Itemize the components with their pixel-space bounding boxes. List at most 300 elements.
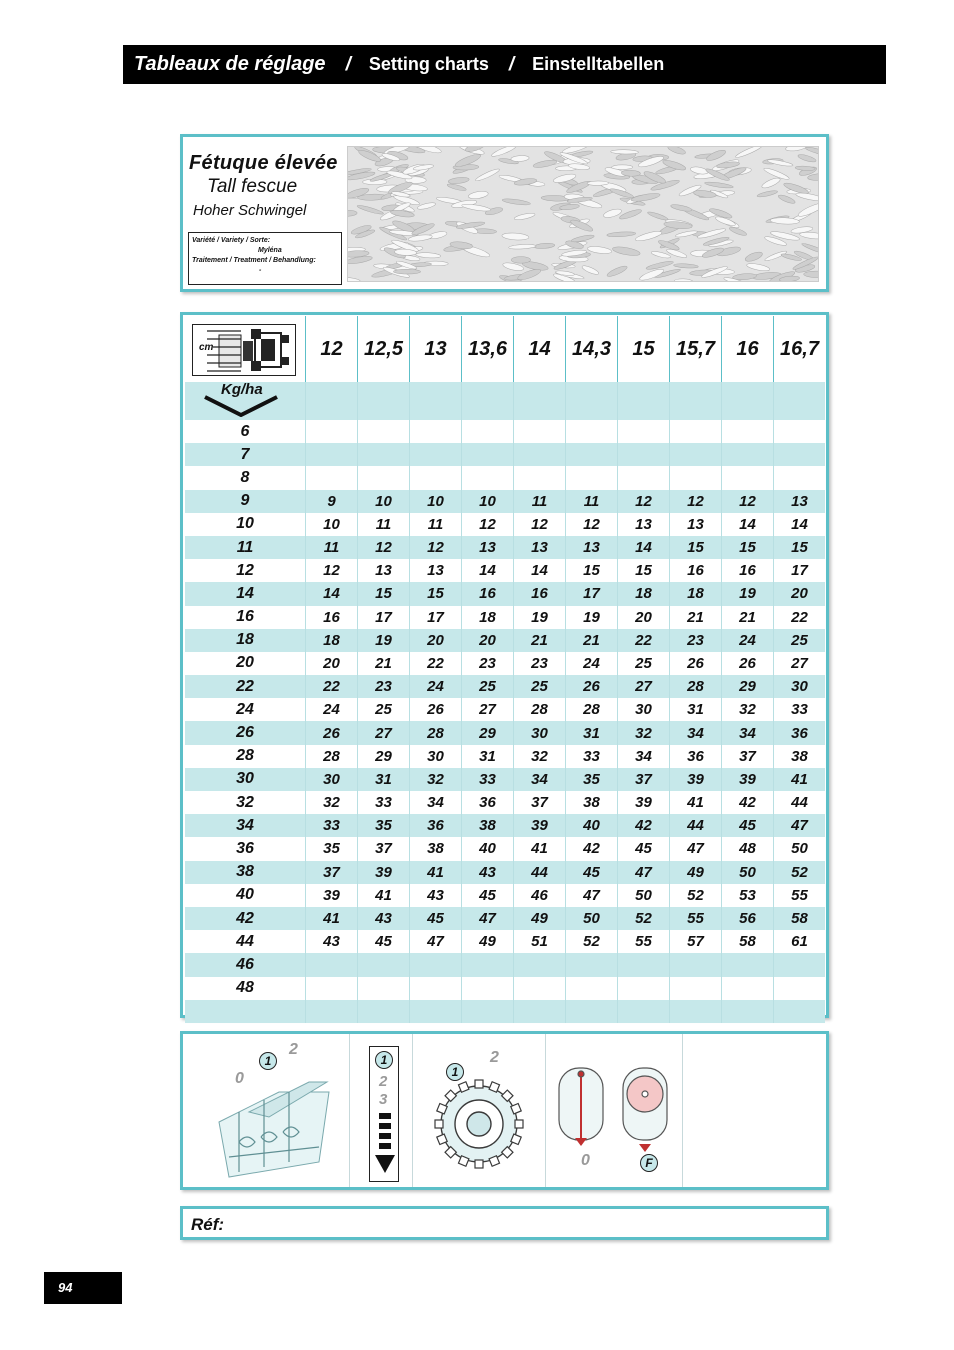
setting-value: 58 [773, 907, 825, 930]
setting-value: 19 [721, 582, 773, 605]
setting-value: 20 [305, 652, 357, 675]
setting-value: 27 [773, 652, 825, 675]
kgha-value: 32 [185, 791, 305, 814]
setting-value: 52 [565, 930, 617, 953]
setting-value: 27 [461, 698, 513, 721]
setting-value [357, 953, 409, 976]
setting-value: 48 [721, 837, 773, 860]
title-de: Einstelltabellen [532, 54, 665, 74]
setting-value: 32 [409, 768, 461, 791]
setting-value [357, 420, 409, 443]
setting-chart-grid [185, 316, 825, 1023]
setting-value: 34 [721, 721, 773, 744]
down-arrow-icon [373, 1113, 397, 1179]
setting-value: 36 [409, 814, 461, 837]
kgha-value: 6 [185, 420, 305, 443]
setting-value: 26 [305, 721, 357, 744]
setting-value: 38 [565, 791, 617, 814]
setting-value: 47 [409, 930, 461, 953]
setting-value: 37 [721, 745, 773, 768]
label-row-cell [409, 382, 461, 420]
shutter-label-f: F [640, 1154, 658, 1172]
setting-value: 35 [565, 768, 617, 791]
setting-value: 53 [721, 884, 773, 907]
setting-value: 23 [357, 675, 409, 698]
gear-label-2: 2 [490, 1049, 499, 1066]
setting-value: 22 [617, 629, 669, 652]
setting-value: 31 [357, 768, 409, 791]
divider [412, 1034, 413, 1187]
setting-value: 17 [357, 606, 409, 629]
setting-value: 40 [461, 837, 513, 860]
setting-value: 20 [409, 629, 461, 652]
setting-value: 41 [305, 907, 357, 930]
setting-value: 10 [461, 490, 513, 513]
column-header: 16,7 [773, 316, 825, 382]
setting-value: 38 [461, 814, 513, 837]
column-header: 15 [617, 316, 669, 382]
setting-value: 16 [721, 559, 773, 582]
setting-value: 23 [513, 652, 565, 675]
treatment-value: - [259, 267, 262, 274]
setting-value [461, 953, 513, 976]
setting-value: 24 [721, 629, 773, 652]
setting-value [461, 977, 513, 1000]
label-row-cell [357, 382, 409, 420]
setting-value: 37 [305, 861, 357, 884]
setting-value: 45 [565, 861, 617, 884]
setting-value [773, 1000, 825, 1023]
metering-flap-illustration [209, 1052, 339, 1184]
title-separator: / [508, 53, 515, 75]
setting-value: 12 [565, 513, 617, 536]
setting-value [357, 443, 409, 466]
setting-value [565, 977, 617, 1000]
kgha-value: 44 [185, 930, 305, 953]
setting-value: 45 [461, 884, 513, 907]
setting-value: 12 [669, 490, 721, 513]
setting-value: 15 [721, 536, 773, 559]
column-header: 12 [305, 316, 357, 382]
setting-value: 32 [721, 698, 773, 721]
setting-value [513, 443, 565, 466]
setting-value: 43 [305, 930, 357, 953]
variety-box [188, 232, 342, 285]
setting-value: 44 [773, 791, 825, 814]
label-row-cell [461, 382, 513, 420]
setting-value: 23 [461, 652, 513, 675]
setting-value [773, 443, 825, 466]
column-header: 15,7 [669, 316, 721, 382]
seed-panel [180, 134, 829, 292]
setting-value: 18 [461, 606, 513, 629]
setting-value: 22 [773, 606, 825, 629]
setting-value: 44 [513, 861, 565, 884]
setting-value: 30 [773, 675, 825, 698]
setting-value: 45 [721, 814, 773, 837]
setting-value: 26 [669, 652, 721, 675]
setting-value: 38 [409, 837, 461, 860]
setting-value: 49 [513, 907, 565, 930]
setting-value: 14 [773, 513, 825, 536]
setting-value: 13 [617, 513, 669, 536]
setting-value: 21 [357, 652, 409, 675]
setting-value [617, 953, 669, 976]
setting-value: 32 [513, 745, 565, 768]
setting-value: 36 [461, 791, 513, 814]
setting-value: 30 [409, 745, 461, 768]
setting-value: 11 [357, 513, 409, 536]
setting-value: 33 [773, 698, 825, 721]
setting-value: 11 [409, 513, 461, 536]
setting-value: 13 [513, 536, 565, 559]
setting-value: 18 [305, 629, 357, 652]
setting-value: 12 [461, 513, 513, 536]
setting-value [461, 466, 513, 489]
kgha-value: 10 [185, 513, 305, 536]
setting-value: 29 [721, 675, 773, 698]
kgha-value: 36 [185, 837, 305, 860]
setting-value: 23 [669, 629, 721, 652]
kgha-value: 24 [185, 698, 305, 721]
setting-value: 33 [565, 745, 617, 768]
setting-value: 52 [773, 861, 825, 884]
position-step-indicator [369, 1046, 399, 1182]
setting-value: 34 [513, 768, 565, 791]
setting-value: 27 [617, 675, 669, 698]
setting-value: 21 [669, 606, 721, 629]
setting-value: 16 [305, 606, 357, 629]
setting-value: 19 [357, 629, 409, 652]
seed-name-de: Hoher Schwingel [193, 202, 307, 219]
setting-value: 13 [565, 536, 617, 559]
setting-value [513, 420, 565, 443]
setting-value: 16 [669, 559, 721, 582]
variety-label: Variété / Variety / Sorte: [192, 237, 271, 244]
kgha-value: 7 [185, 443, 305, 466]
setting-value: 24 [409, 675, 461, 698]
treatment-label: Traitement / Treatment / Behandlung: [192, 257, 316, 264]
setting-value [513, 953, 565, 976]
setting-value [721, 953, 773, 976]
divider [682, 1034, 683, 1187]
kgha-value: 34 [185, 814, 305, 837]
seed-name-fr: Fétuque élevée [189, 152, 338, 174]
setting-value [513, 1000, 565, 1023]
setting-value [565, 466, 617, 489]
step-label-3: 3 [379, 1091, 388, 1108]
setting-value: 22 [305, 675, 357, 698]
column-header: 13,6 [461, 316, 513, 382]
setting-value [617, 466, 669, 489]
flap-label-0: 0 [235, 1070, 244, 1087]
flap-label-1: 1 [259, 1052, 277, 1070]
setting-value [721, 1000, 773, 1023]
setting-value: 17 [773, 559, 825, 582]
kgha-value: 46 [185, 953, 305, 976]
setting-chart-panel [180, 312, 829, 1018]
setting-value: 41 [669, 791, 721, 814]
setting-value: 39 [721, 768, 773, 791]
kgha-value: 22 [185, 675, 305, 698]
setting-value [669, 1000, 721, 1023]
setting-value: 29 [461, 721, 513, 744]
setting-value: 50 [773, 837, 825, 860]
setting-value: 21 [513, 629, 565, 652]
setting-value: 15 [773, 536, 825, 559]
setting-value: 43 [461, 861, 513, 884]
setting-value: 14 [461, 559, 513, 582]
setting-value [305, 420, 357, 443]
setting-value: 28 [513, 698, 565, 721]
setting-value: 36 [669, 745, 721, 768]
setting-value: 25 [513, 675, 565, 698]
setting-value [721, 420, 773, 443]
column-header: 14 [513, 316, 565, 382]
setting-value [669, 420, 721, 443]
setting-value: 20 [461, 629, 513, 652]
setting-value [773, 420, 825, 443]
kgha-label: Kg/ha [221, 381, 263, 398]
shutter-label-0: 0 [581, 1152, 590, 1169]
setting-value: 39 [669, 768, 721, 791]
shutter-illustration [553, 1058, 673, 1158]
label-row-cell [617, 382, 669, 420]
setting-value: 52 [617, 907, 669, 930]
setting-value [357, 1000, 409, 1023]
setting-value: 50 [565, 907, 617, 930]
reference-label: Réf: [191, 1215, 225, 1234]
column-header: 14,3 [565, 316, 617, 382]
setting-value: 37 [357, 837, 409, 860]
setting-value [305, 443, 357, 466]
setting-value: 30 [513, 721, 565, 744]
setting-value: 11 [305, 536, 357, 559]
setting-value [617, 977, 669, 1000]
setting-value [669, 977, 721, 1000]
setting-value [357, 466, 409, 489]
setting-value [461, 420, 513, 443]
setting-value [721, 977, 773, 1000]
kgha-value: 9 [185, 490, 305, 513]
setting-value [669, 466, 721, 489]
kgha-arrow-icon [203, 395, 279, 417]
reference-field[interactable] [180, 1206, 829, 1240]
setting-value [565, 443, 617, 466]
setting-value: 34 [669, 721, 721, 744]
label-row-cell [669, 382, 721, 420]
setting-value: 24 [565, 652, 617, 675]
seed-names [189, 151, 339, 223]
setting-value: 15 [357, 582, 409, 605]
setting-value: 22 [409, 652, 461, 675]
setting-value: 15 [409, 582, 461, 605]
kgha-value: 20 [185, 652, 305, 675]
setting-value [305, 1000, 357, 1023]
setting-value: 18 [617, 582, 669, 605]
title-en: Setting charts [368, 54, 489, 74]
setting-value: 17 [565, 582, 617, 605]
setting-value [669, 443, 721, 466]
setting-value [409, 977, 461, 1000]
settings-panel [180, 1031, 829, 1190]
setting-value: 47 [617, 861, 669, 884]
label-row-cell [721, 382, 773, 420]
setting-value: 15 [669, 536, 721, 559]
setting-value: 25 [617, 652, 669, 675]
divider [349, 1034, 350, 1187]
setting-value: 20 [773, 582, 825, 605]
setting-value [565, 420, 617, 443]
setting-value: 40 [565, 814, 617, 837]
setting-value [721, 466, 773, 489]
column-header: 16 [721, 316, 773, 382]
setting-value: 13 [669, 513, 721, 536]
setting-value: 13 [409, 559, 461, 582]
setting-value: 49 [461, 930, 513, 953]
kgha-value: 42 [185, 907, 305, 930]
setting-value: 45 [617, 837, 669, 860]
setting-value: 16 [461, 582, 513, 605]
setting-value: 12 [305, 559, 357, 582]
setting-value: 36 [773, 721, 825, 744]
setting-value: 19 [565, 606, 617, 629]
setting-value: 33 [461, 768, 513, 791]
setting-value: 39 [617, 791, 669, 814]
setting-value [357, 977, 409, 1000]
setting-value: 10 [409, 490, 461, 513]
setting-value: 25 [357, 698, 409, 721]
setting-value: 12 [409, 536, 461, 559]
setting-value: 37 [513, 791, 565, 814]
setting-value: 55 [669, 907, 721, 930]
setting-value: 57 [669, 930, 721, 953]
setting-value [305, 466, 357, 489]
seed-texture-image [348, 147, 819, 282]
column-header: 13 [409, 316, 461, 382]
setting-value [565, 953, 617, 976]
setting-value: 41 [773, 768, 825, 791]
kgha-value [185, 1000, 305, 1023]
setting-value: 50 [617, 884, 669, 907]
setting-value: 47 [565, 884, 617, 907]
seed-photo [347, 146, 819, 282]
setting-value [409, 443, 461, 466]
setting-value: 37 [617, 768, 669, 791]
setting-value [773, 466, 825, 489]
setting-value: 28 [669, 675, 721, 698]
kgha-value: 16 [185, 606, 305, 629]
setting-value: 9 [305, 490, 357, 513]
setting-value: 14 [721, 513, 773, 536]
setting-value: 50 [721, 861, 773, 884]
setting-value: 13 [773, 490, 825, 513]
setting-value: 12 [513, 513, 565, 536]
setting-value: 28 [305, 745, 357, 768]
flap-label-2: 2 [289, 1041, 298, 1058]
title-fr: Tableaux de réglage [134, 53, 326, 75]
setting-value: 41 [513, 837, 565, 860]
kgha-value: 38 [185, 861, 305, 884]
setting-value: 41 [357, 884, 409, 907]
setting-value [409, 953, 461, 976]
setting-value: 20 [617, 606, 669, 629]
setting-value: 30 [305, 768, 357, 791]
kgha-value: 30 [185, 768, 305, 791]
setting-value [617, 443, 669, 466]
setting-value [669, 953, 721, 976]
setting-value: 47 [461, 907, 513, 930]
setting-value: 25 [461, 675, 513, 698]
setting-value: 13 [357, 559, 409, 582]
setting-value: 47 [669, 837, 721, 860]
setting-value: 26 [565, 675, 617, 698]
setting-value: 30 [617, 698, 669, 721]
setting-value: 39 [305, 884, 357, 907]
setting-value: 42 [721, 791, 773, 814]
setting-value [721, 443, 773, 466]
setting-value: 15 [617, 559, 669, 582]
page-number: 94 [44, 1272, 122, 1304]
setting-value: 45 [357, 930, 409, 953]
setting-value [773, 953, 825, 976]
setting-value: 10 [357, 490, 409, 513]
seed-name-en: Tall fescue [207, 176, 298, 197]
divider [545, 1034, 546, 1187]
kgha-value: 14 [185, 582, 305, 605]
setting-value: 14 [305, 582, 357, 605]
kgha-value: 26 [185, 721, 305, 744]
variety-value: Myléna [258, 247, 282, 254]
setting-value: 19 [513, 606, 565, 629]
setting-value [409, 466, 461, 489]
setting-value: 11 [513, 490, 565, 513]
setting-value: 12 [721, 490, 773, 513]
tractor-spacing-icon [192, 324, 296, 376]
setting-value: 21 [565, 629, 617, 652]
setting-value: 11 [565, 490, 617, 513]
setting-value: 29 [357, 745, 409, 768]
setting-value: 28 [565, 698, 617, 721]
setting-value: 41 [409, 861, 461, 884]
setting-value: 25 [773, 629, 825, 652]
setting-value [305, 977, 357, 1000]
setting-value: 35 [305, 837, 357, 860]
header-bar [123, 45, 886, 84]
setting-value: 26 [409, 698, 461, 721]
label-row-cell [513, 382, 565, 420]
setting-value: 31 [565, 721, 617, 744]
setting-value: 55 [617, 930, 669, 953]
setting-value: 14 [513, 559, 565, 582]
setting-value: 56 [721, 907, 773, 930]
setting-value [461, 443, 513, 466]
title-separator: / [345, 53, 351, 75]
setting-value: 44 [669, 814, 721, 837]
setting-value [513, 977, 565, 1000]
setting-value: 42 [617, 814, 669, 837]
setting-value [461, 1000, 513, 1023]
setting-value: 34 [617, 745, 669, 768]
setting-value [409, 1000, 461, 1023]
setting-value: 55 [773, 884, 825, 907]
setting-value: 10 [305, 513, 357, 536]
kgha-value: 48 [185, 977, 305, 1000]
setting-value: 26 [721, 652, 773, 675]
setting-value: 45 [409, 907, 461, 930]
setting-value: 14 [617, 536, 669, 559]
setting-value [305, 953, 357, 976]
